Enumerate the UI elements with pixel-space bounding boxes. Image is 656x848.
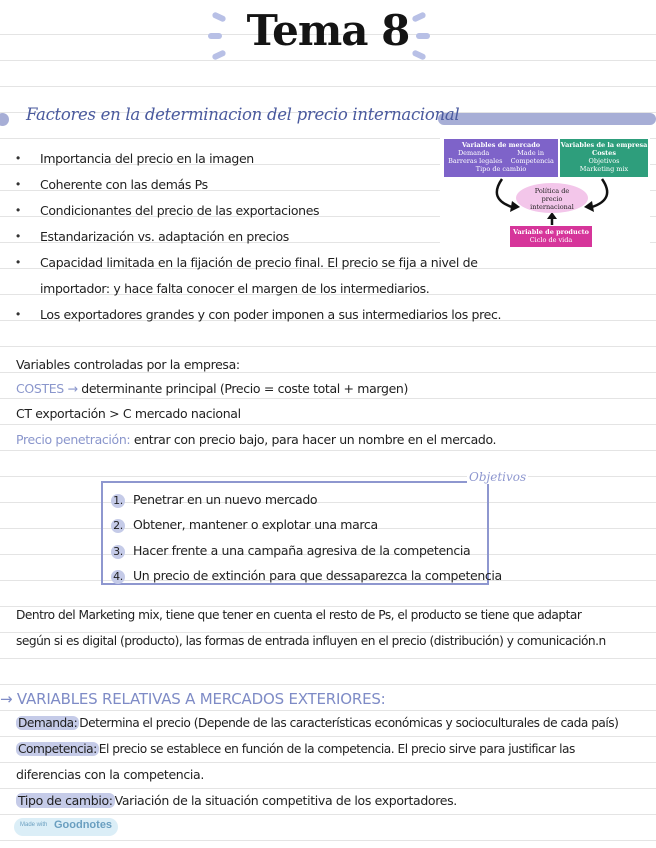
objective-number: 1. [111, 494, 125, 508]
objective-text: Obtener, mantener o explotar una marca [133, 517, 378, 532]
objective-text: Hacer frente a una campaña agresiva de la competencia [133, 543, 471, 558]
bullet-text: Condicionantes del precio de las exportaciones [40, 203, 320, 218]
objective-number: 2. [111, 519, 125, 533]
center-policy-oval [516, 183, 588, 213]
market-var-item: Competencia [510, 157, 554, 165]
cambio-text: Variación de la situación competitiva de los exportadores. [114, 793, 457, 808]
pricing-diagram [440, 137, 650, 249]
heading-bar [438, 113, 656, 125]
controlled-intro: Variables controladas por la empresa: [16, 357, 240, 372]
demanda-text: Determina el precio (Depende de las características económicas y socioculturales de cada país) [79, 716, 619, 730]
penetracion-label: Precio penetración: [16, 432, 131, 447]
objective-number: 3. [111, 545, 125, 559]
costes-text: determinante principal (Precio = coste total + margen) [81, 381, 409, 396]
marketing-mix-line: Dentro del Marketing mix, tiene que tener en cuenta el resto de Ps, el producto se tiene que adaptar [16, 608, 582, 622]
product-variable-box [510, 226, 592, 247]
objective-item [111, 492, 317, 508]
company-variables-title: Variables de la empresa [560, 141, 648, 149]
company-var-item: Costes [592, 149, 616, 157]
up-arrowhead-icon [547, 212, 557, 219]
costes-label: COSTES → [16, 381, 78, 396]
demanda-line [16, 716, 618, 730]
objective-item [111, 517, 378, 533]
company-var-item: Marketing mix [579, 165, 629, 173]
objectives-label: Objetivos [469, 470, 527, 484]
objective-text: Penetrar en un nuevo mercado [133, 492, 318, 507]
page-title: Tema 8 [246, 6, 410, 55]
bullet-text: Los exportadores grandes y con poder imponen a sus intermediarios los prec. [40, 307, 502, 322]
ct-line: CT exportación > C mercado nacional [16, 406, 241, 421]
section-heading: Factores en la determinacion del precio internacional [26, 105, 460, 124]
marketing-mix-line: según si es digital (producto), las formas de entrada influyen en el precio (distribución) y comunicación.n [16, 634, 606, 648]
objective-item [111, 543, 470, 559]
product-variable-title: Variable de producto [513, 228, 589, 236]
bullet-dot: • [16, 255, 21, 269]
external-heading: → VARIABLES RELATIVAS A MERCADOS EXTERIORES: [0, 690, 386, 708]
bullet-text: Capacidad limitada en la fijación de precio final. El precio se fija a nivel de [40, 255, 478, 270]
objective-item [111, 568, 502, 584]
bullet-text: Estandarización vs. adaptación en precios [40, 229, 289, 244]
watermark-brand: Goodnotes [54, 819, 113, 831]
competencia-label: Competencia: [18, 742, 97, 756]
right-arrow-icon [592, 179, 607, 207]
market-var-item: Made in [517, 149, 545, 157]
penetracion-line [16, 432, 496, 447]
bullet-dot: • [16, 229, 21, 243]
objective-number: 4. [111, 570, 125, 584]
competencia-text: El precio se establece en función de la competencia. El precio sirve para justificar las [98, 742, 575, 756]
market-var-item: Demanda [457, 149, 490, 157]
bullet-text: Importancia del precio en la imagen [40, 151, 254, 166]
costes-line [16, 381, 408, 396]
penetracion-text: entrar con precio bajo, para hacer un nombre en el mercado. [133, 432, 497, 447]
demanda-label: Demanda: [18, 716, 78, 730]
market-variables-title: Variables de mercado [461, 141, 541, 149]
bullet-text: Coherente con las demás Ps [40, 177, 208, 192]
competencia-line [16, 742, 575, 756]
watermark-made-with: Made with [20, 822, 48, 828]
market-var-item: Tipo de cambio [475, 165, 527, 173]
left-arrow-icon [497, 179, 512, 207]
company-var-item: Objetivos [588, 157, 620, 165]
bullet-dot: • [16, 151, 21, 165]
market-var-item: Barreras legales [448, 157, 503, 165]
bullet-dot: • [16, 307, 21, 321]
objective-text: Un precio de extinción para que dessaparezca la competencia [133, 568, 502, 583]
bullet-dot: • [16, 177, 21, 191]
cambio-label: Tipo de cambio: [18, 793, 113, 808]
center-policy-label: Política de precio internacional [530, 187, 574, 211]
product-var-item: Ciclo de vida [529, 236, 573, 244]
competencia-continuation: diferencias con la competencia. [16, 767, 204, 782]
bullet-dot: • [16, 203, 21, 217]
heading-dot [0, 113, 9, 126]
bullet-continuation: importador: y hace falta conocer el margen de los intermediarios. [40, 281, 430, 296]
cambio-line [16, 793, 457, 808]
